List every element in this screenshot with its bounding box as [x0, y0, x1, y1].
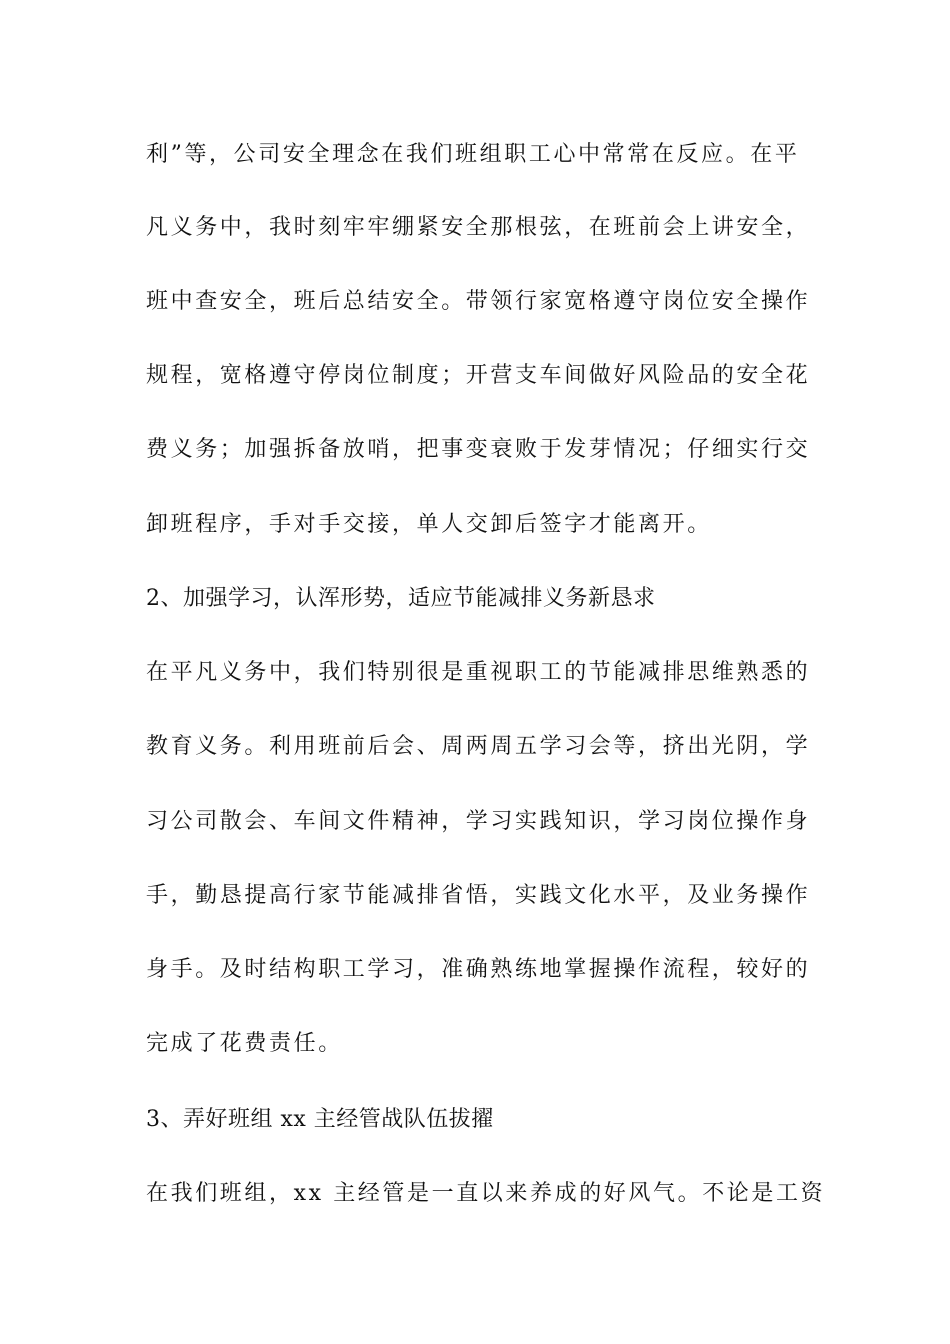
paragraph-line: 习公司散会、车间文件精神，学习实践知识，学习岗位操作身 — [146, 809, 811, 834]
paragraph-line: 在我们班组，xx 主经管是一直以来养成的好风气。不论是工资 — [146, 1181, 826, 1206]
paragraph-line: 凡义务中，我时刻牢牢绷紧安全那根弦，在班前会上讲安全， — [146, 215, 811, 240]
paragraph-line: 手，勤恳提高行家节能减排省悟，实践文化水平，及业务操作 — [146, 883, 811, 908]
paragraph-line: 完成了花费责任。 — [146, 1031, 343, 1056]
paragraph-line: 教育义务。利用班前后会、周两周五学习会等，挤出光阴，学 — [146, 734, 811, 759]
paragraph-line: 在平凡义务中，我们特别很是重视职工的节能减排思维熟悉的 — [146, 660, 811, 685]
paragraph-line: 班中查安全，班后总结安全。带领行家宽格遵守岗位安全操作 — [146, 289, 811, 314]
paragraph-line: 身手。及时结构职工学习，准确熟练地掌握操作流程，较好的 — [146, 957, 811, 982]
section-heading: 3、弄好班组 xx 主经管战队伍拔擢 — [146, 1107, 494, 1132]
section-heading: 2、加强学习，认浑形势，适应节能减排义务新恳求 — [146, 586, 656, 611]
paragraph-line: 规程，宽格遵守停岗位制度；开营支车间做好风险品的安全花 — [146, 363, 811, 388]
paragraph-line: 利”等，公司安全理念在我们班组职工心中常常在反应。在平 — [146, 142, 800, 167]
paragraph-line: 卸班程序，手对手交接，单人交卸后签字才能离开。 — [146, 512, 712, 537]
paragraph-line: 费义务；加强拆备放哨，把事变衰败于发芽情况；仔细实行交 — [146, 437, 811, 462]
